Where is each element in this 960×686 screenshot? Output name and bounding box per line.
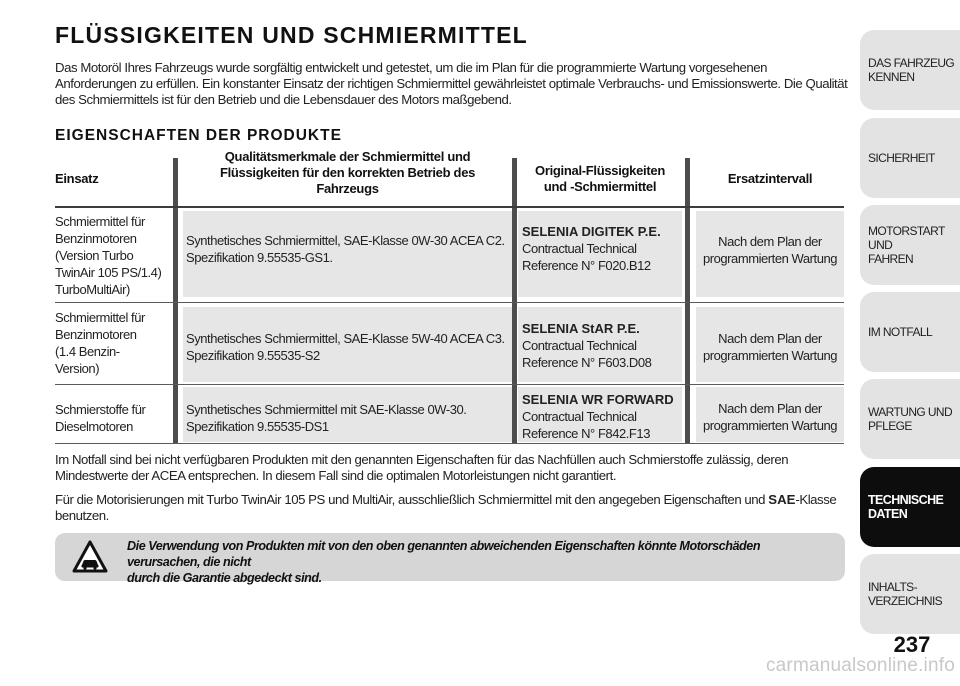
cell-einsatz: Schmiermittel für Benzinmotoren (Version Turbo TwinAir 105 PS/1.4) TurboMultiAir): [55, 214, 162, 297]
cell-qualitaet: Synthetisches Schmiermittel mit SAE-Klasse 0W-30. Spezifikation 9.55535-DS1: [186, 402, 467, 434]
header-original: Original-Flüssigkeiten und -Schmiermittel: [535, 163, 665, 194]
cell-einsatz: Schmiermittel für Benzinmotoren (1.4 Benzin- Version): [55, 310, 145, 376]
row-divider: [55, 384, 844, 385]
tab-das-fahrzeug-kennen[interactable]: DAS FAHRZEUG KENNEN: [860, 30, 960, 110]
intro-line: des Schmiermittels ist für den Betrieb und die Lebensdauer des Motors maßgebend.: [55, 92, 512, 107]
cell-original: SELENIA StAR P.E. Contractual Technical Reference N° F603.D08: [522, 321, 652, 370]
watermark: carmanualsonline.info: [765, 655, 955, 676]
intro-line: Anforderungen zu erfüllen. Ein konstanter Einsatz der richtigen Schmiermittel gewährleistet optimale Verbrauchs- und Emissionswerte. Die Qualität: [55, 76, 848, 91]
intro-line: Das Motoröl Ihres Fahrzeugs wurde sorgfältig entwickelt und getestet, um die im Plan für die programmierte Wartung vorgesehenen: [55, 60, 768, 75]
intro-text: [55, 60, 855, 108]
cell-intervall: Nach dem Plan der programmierten Wartung: [702, 331, 838, 363]
warning-triangle-car-icon: [72, 540, 108, 573]
note-turbo-twinair: Für die Motorisierungen mit Turbo TwinAir 105 PS und MultiAir, ausschließlich Schmiermittel mit den angegeben Eigenschaften und SAE-Klasse benutzen.: [55, 492, 837, 523]
column-divider: [173, 158, 178, 444]
cell-qualitaet: Synthetisches Schmiermittel, SAE-Klasse 0W-30 ACEA C2. Spezifikation 9.55535-GS1.: [186, 233, 505, 265]
cell-einsatz: Schmierstoffe für Dieselmotoren: [55, 402, 146, 434]
cell-original: SELENIA WR FORWARD Contractual Technical Reference N° F842.F13: [522, 392, 674, 441]
page-number: 237: [893, 632, 931, 657]
cell-original: SELENIA DIGITEK P.E. Contractual Technical Reference N° F020.B12: [522, 224, 661, 273]
header-einsatz: Einsatz: [55, 171, 99, 186]
cell-intervall: Nach dem Plan der programmierten Wartung: [702, 234, 838, 266]
column-divider: [512, 158, 517, 444]
header-intervall: Ersatzintervall: [727, 171, 813, 186]
tab-motorstart-und-fahren[interactable]: MOTORSTART UND FAHREN: [860, 205, 960, 285]
tab-wartung-und-pflege[interactable]: WARTUNG UND PFLEGE: [860, 379, 960, 459]
cell-intervall: Nach dem Plan der programmierten Wartung: [702, 401, 838, 433]
note-emergency: Im Notfall sind bei nicht verfügbaren Produkten mit den genannten Eigenschaften für das Nachfüllen auch Schmierstoffe zulässig, deren Mindestwerte der ACEA entsprechen. In diesem Fall sind die optimalen Motorleistungen nicht garantiert.: [55, 452, 789, 483]
header-divider: [55, 206, 844, 208]
warning-text: Die Verwendung von Produkten mit von den oben genannten abweichenden Eigenschaften könnte Motorschäden verursachen, die nicht durch die Garantie abgedeckt sind.: [127, 539, 761, 585]
row-divider: [55, 443, 844, 444]
page-title: FLÜSSIGKEITEN UND SCHMIERMITTEL: [55, 22, 528, 48]
cell-qualitaet: Synthetisches Schmiermittel, SAE-Klasse 5W-40 ACEA C3. Spezifikation 9.55535-S2: [186, 331, 505, 363]
tab-inhaltsverzeichnis[interactable]: INHALTS- VERZEICHNIS: [860, 554, 960, 634]
tab-technische-daten[interactable]: TECHNISCHE DATEN: [860, 467, 960, 547]
tab-im-notfall[interactable]: IM NOTFALL: [860, 292, 960, 372]
row-divider: [55, 302, 844, 303]
column-divider: [685, 158, 690, 444]
warning-box: [55, 533, 845, 585]
header-qualitaet: Qualitätsmerkmale der Schmiermittel und Flüssigkeiten für den korrekten Betrieb des Fahrzeugs: [219, 149, 476, 196]
section-title: EIGENSCHAFTEN DER PRODUKTE: [55, 127, 342, 144]
tab-sicherheit[interactable]: SICHERHEIT: [860, 118, 960, 198]
